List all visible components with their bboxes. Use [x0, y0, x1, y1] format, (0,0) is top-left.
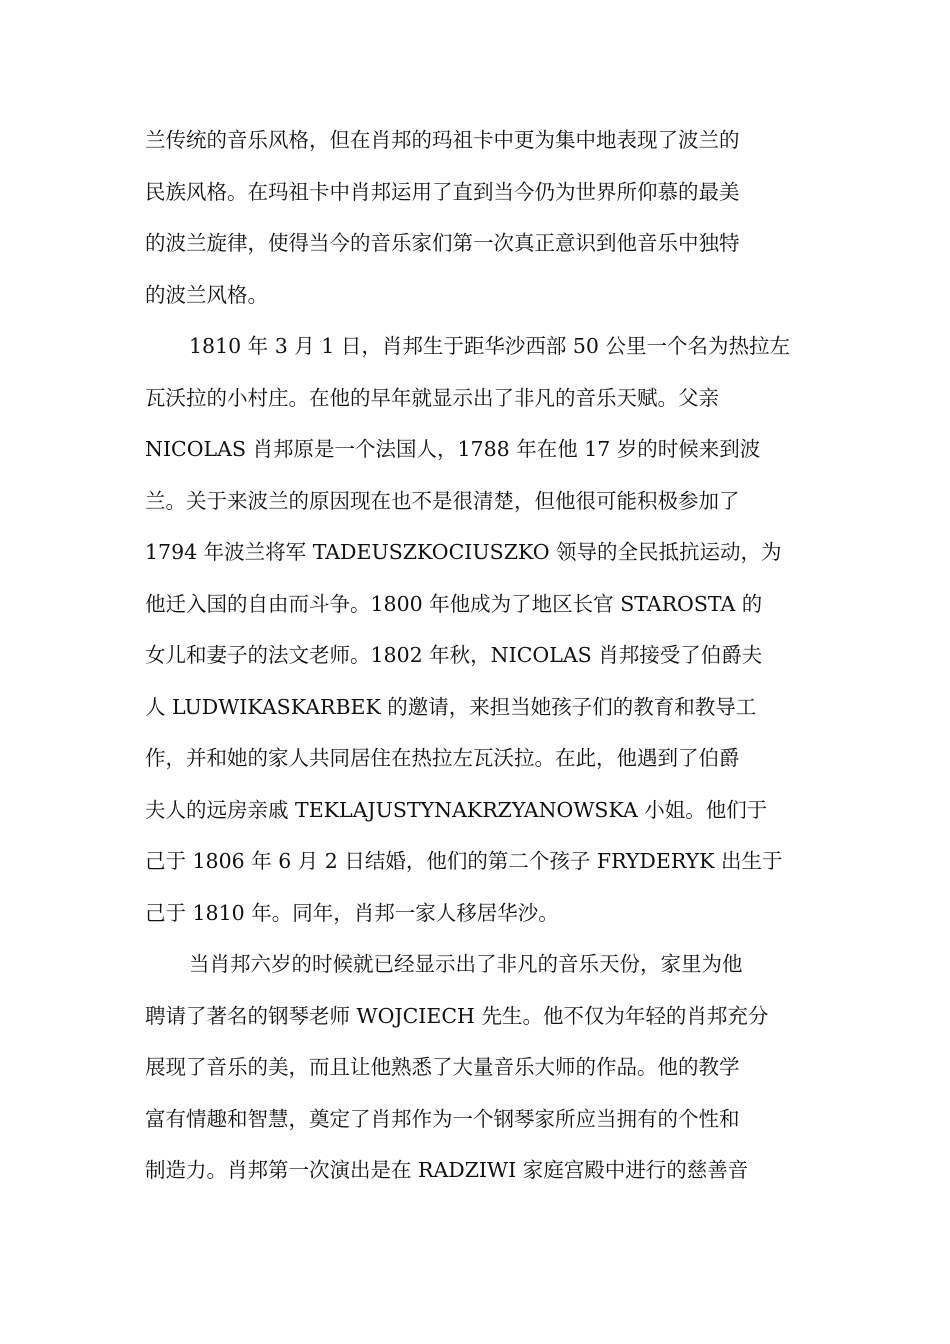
paragraph — [145, 115, 813, 321]
text-line: 他迁入国的自由而斗争。1800 年他成为了地区长官 STAROSTA 的 — [145, 591, 763, 616]
text-line: 人 LUDWIKASKARBEK 的邀请，来担当她孩子们的教育和教导工 — [145, 694, 757, 719]
text-line: 民族风格。在玛祖卡中肖邦运用了直到当今仍为世界所仰慕的最美 — [145, 179, 740, 204]
text-line: 瓦沃拉的小村庄。在他的早年就显示出了非凡的音乐天赋。父亲 — [145, 385, 719, 410]
document-body — [145, 115, 813, 1197]
text-line: NICOLAS 肖邦原是一个法国人，1788 年在他 17 岁的时候来到波 — [145, 437, 761, 461]
text-line: 1794 年波兰将军 TADEUSZKOCIUSZKO 领导的全民抵抗运动，为 — [145, 540, 782, 564]
text-line: 的波兰风格。 — [145, 282, 268, 307]
text-line: 富有情趣和智慧，奠定了肖邦作为一个钢琴家所应当拥有的个性和 — [145, 1106, 740, 1131]
paragraph — [145, 939, 813, 1197]
text-line: 的波兰旋律，使得当今的音乐家们第一次真正意识到他音乐中独特 — [145, 231, 740, 255]
text-line: 作，并和她的家人共同居住在热拉左瓦沃拉。在此，他遇到了伯爵 — [145, 746, 740, 770]
text-line: 己于 1810 年。同年，肖邦一家人移居华沙。 — [145, 900, 559, 925]
text-line: 展现了音乐的美，而且让他熟悉了大量音乐大师的作品。他的教学 — [145, 1055, 740, 1079]
text-line: 己于 1806 年 6 月 2 日结婚，他们的第二个孩子 FRYDERYK 出生于 — [145, 849, 783, 873]
text-line: 夫人的远房亲戚 TEKLAJUSTYNAKRZYANOWSKA 小姐。他们于 — [145, 797, 768, 822]
text-line: 当肖邦六岁的时候就已经显示出了非凡的音乐天份，家里为他 — [189, 952, 743, 976]
text-line: 聘请了著名的钢琴老师 WOJCIECH 先生。他不仅为年轻的肖邦充分 — [145, 1003, 769, 1028]
text-line: 女儿和妻子的法文老师。1802 年秋，NICOLAS 肖邦接受了伯爵夫 — [145, 643, 763, 667]
text-line: 制造力。肖邦第一次演出是在 RADZIWI 家庭宫殿中进行的慈善音 — [145, 1158, 749, 1182]
paragraph — [145, 321, 813, 939]
text-line: 1810 年 3 月 1 日，肖邦生于距华沙西部 50 公里一个名为热拉左 — [189, 334, 790, 358]
text-line: 兰传统的音乐风格，但在肖邦的玛祖卡中更为集中地表现了波兰的 — [145, 128, 740, 152]
text-line: 兰。关于来波兰的原因现在也不是很清楚，但他很可能积极参加了 — [145, 488, 740, 513]
